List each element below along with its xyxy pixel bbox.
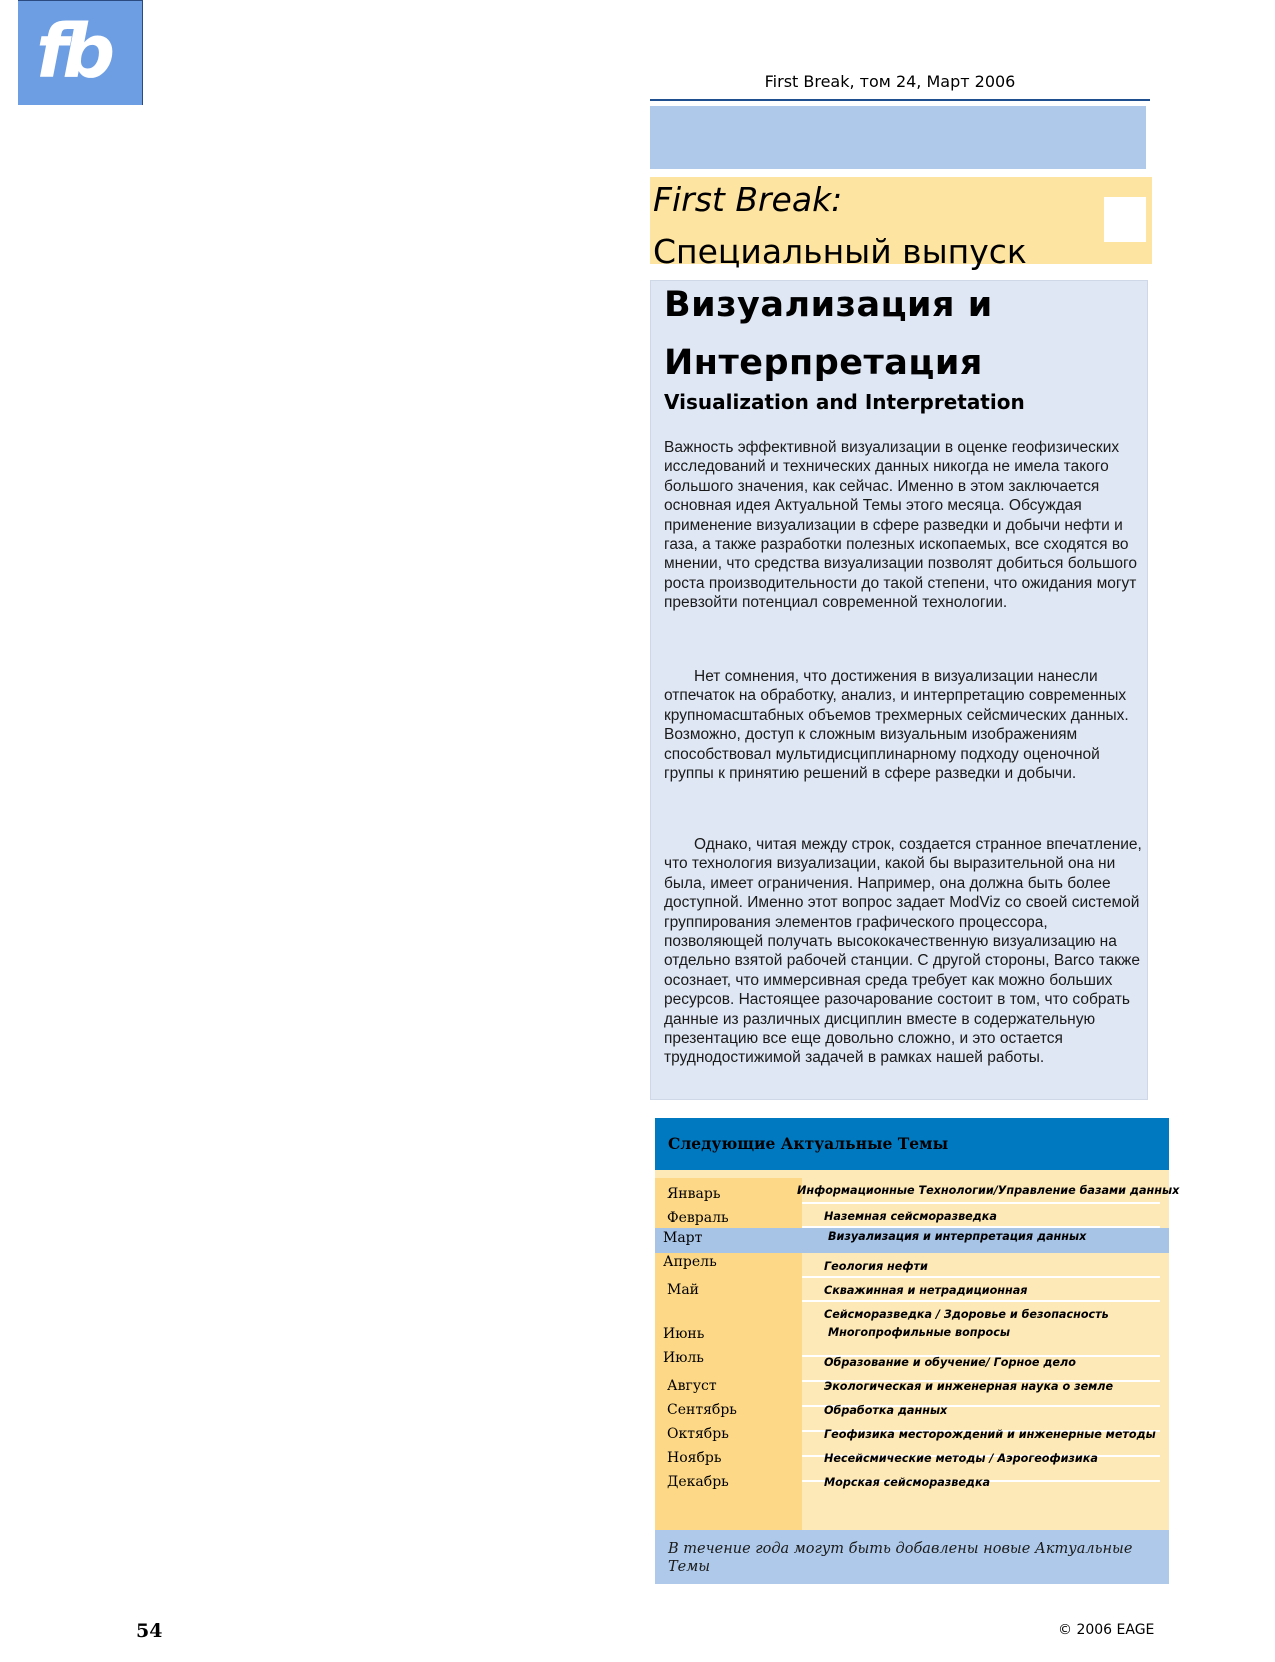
topic-label: Обработка данных xyxy=(824,1404,948,1417)
month-label: Август xyxy=(667,1378,717,1394)
topic-label: Несейсмические методы / Аэрогеофизика xyxy=(824,1452,1098,1465)
article-paragraph: Важность эффективной визуализации в оценке геофизических исследований и технических данных никогда не имела такого большого значения, как сейчас. Именно в этом заключается основная идея Актуальной Темы этого месяца. Обсуждая применение визуализации в сфере разведки и добычи нефти и газа, а также разработки полезных ископаемых, все сходятся во мнении, что средства визуализации позволят добиться большого роста производительности до такой степени, что ожидания могут превзойти потенциал современной технологии. xyxy=(664,439,1137,612)
topic-label: Визуализация и интерпретация данных xyxy=(828,1230,1087,1243)
month-label: Декабрь xyxy=(667,1474,729,1490)
topics-header xyxy=(655,1118,1169,1170)
topic-label: Сейсморазведка / Здоровье и безопасность xyxy=(824,1308,1109,1321)
month-label: Февраль xyxy=(667,1210,729,1226)
month-label: Октябрь xyxy=(667,1426,729,1442)
topic-label: Геология нефти xyxy=(824,1260,928,1273)
topic-label: Скважинная и нетрадиционная xyxy=(824,1284,1028,1297)
month-label: Апрель xyxy=(663,1254,717,1270)
topic-label: Информационные Технологии/Управление базами данных xyxy=(797,1184,1180,1197)
topics-footer-note: В течение года могут быть добавлены новые Актуальные Темы xyxy=(668,1541,1133,1575)
banner-white-square xyxy=(1104,197,1146,242)
special-issue-title-italic: First Break: xyxy=(653,180,843,219)
month-label: Март xyxy=(663,1230,703,1246)
fb-logo xyxy=(18,0,143,105)
topic-label: Наземная сейсморазведка xyxy=(824,1210,997,1223)
article-paragraph: Однако, читая между строк, создается странное впечатление, что технология визуализации, какой бы выразительной она ни была, имеет ограничения. Например, она должна быть более доступной. Именно этот вопрос задает ModViz со своей системой группирования элементов графического процессора, позволяющей получать высококачественную визуализацию на отдельно взятой рабочей станции. С другой стороны, Barco также осознает, что иммерсивная среда требует как можно больших ресурсов. Настоящее разочарование состоит в том, что собрать данные из различных дисциплин вместе в содержательную презентацию все еще довольно сложно, и это остается труднодостижимой задачей в рамках нашей работы. xyxy=(664,836,1142,1067)
special-issue-title xyxy=(653,174,1073,278)
article-paragraph: Нет сомнения, что достижения в визуализации нанесли отпечаток на обработку, анализ, и интерпретацию современных крупномасштабных объемов трехмерных сейсмических данных. Возможно, доступ к сложным визуальным изображениям способствовал мультидисциплинарному подходу оценочной группы к принятию решений в сфере разведки и добычи. xyxy=(664,668,1129,783)
page-number: 54 xyxy=(136,1620,163,1642)
row-divider xyxy=(802,1202,1160,1204)
month-label: Июль xyxy=(663,1350,704,1366)
topic-label: Экологическая и инженерная наука о земле xyxy=(824,1380,1114,1393)
header-rule xyxy=(650,99,1150,101)
topic-label: Многопрофильные вопросы xyxy=(828,1326,1010,1339)
month-label: Июнь xyxy=(663,1326,705,1342)
month-label: Сентябрь xyxy=(667,1402,737,1418)
article-subtitle: Visualization and Interpretation xyxy=(664,390,1025,414)
article-title: Визуализация и Интерпретация xyxy=(664,285,993,383)
month-label: Ноябрь xyxy=(667,1450,722,1466)
topic-label: Образование и обучение/ Горное дело xyxy=(824,1356,1076,1369)
topics-heading: Следующие Актуальные Темы xyxy=(668,1134,949,1153)
upcoming-topics-box xyxy=(655,1118,1180,1583)
month-label: Январь xyxy=(667,1186,721,1202)
topic-label: Морская сейсморазведка xyxy=(824,1476,991,1489)
topic-label: Геофизика месторождений и инженерные методы xyxy=(824,1428,1156,1441)
running-head: First Break, том 24, Март 2006 xyxy=(764,72,1016,91)
logo-text: fb xyxy=(36,9,110,95)
month-label: Май xyxy=(667,1282,700,1298)
topics-footer xyxy=(655,1530,1169,1584)
copyright: © 2006 EAGE xyxy=(1058,1622,1155,1638)
special-issue-title-rest: Специальный выпуск xyxy=(653,232,1027,271)
row-divider xyxy=(802,1226,1160,1228)
row-divider xyxy=(802,1300,1160,1302)
header-blue-bar xyxy=(650,106,1146,169)
row-divider xyxy=(802,1276,1160,1278)
